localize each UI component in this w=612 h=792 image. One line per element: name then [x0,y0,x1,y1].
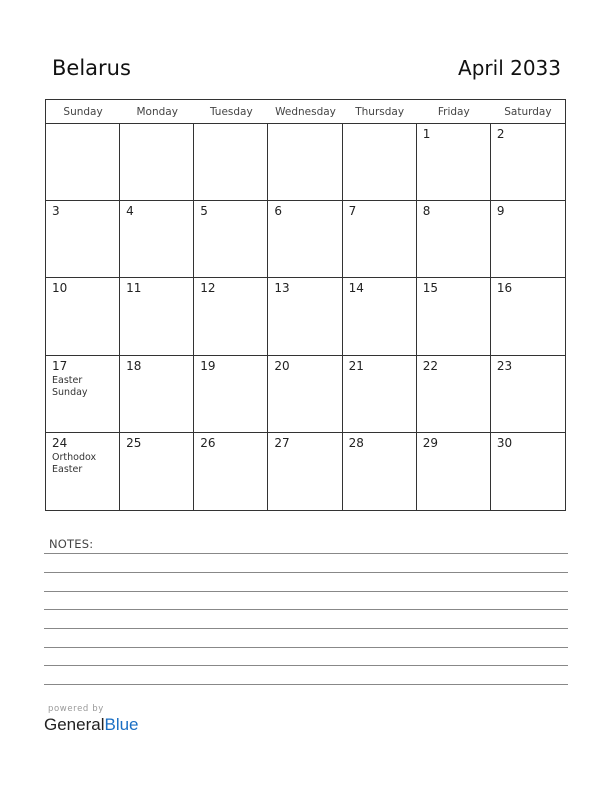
day-cell [120,201,194,278]
day-cell [46,124,120,201]
note-line [44,591,568,592]
weekday-header: Friday [417,100,491,124]
day-cell [491,278,565,355]
day-number: 2 [496,127,505,141]
logo-general-text: General [44,715,105,734]
day-cell [343,433,417,510]
day-cell [120,356,194,433]
note-line [44,684,568,685]
day-cell [491,433,565,510]
day-cell [194,124,268,201]
day-number: 1 [422,127,431,141]
day-number: 16 [496,281,513,296]
day-number: 13 [274,281,290,296]
note-line [44,609,568,610]
day-number: 20 [274,358,290,373]
day-number: 6 [274,204,283,219]
day-cell [194,356,268,433]
day-cell [120,124,194,201]
day-number: 25 [126,435,142,450]
day-cell [268,356,342,433]
day-number: 27 [274,435,290,450]
day-cell [417,201,491,278]
day-cell [120,433,194,510]
day-cell [120,278,194,355]
day-number: 15 [422,281,438,296]
day-number: 9 [496,204,505,219]
day-cell [268,124,342,201]
day-number: 11 [126,281,142,296]
note-line [44,628,568,629]
day-cell [46,433,120,510]
notes-label: NOTES: [49,537,94,551]
day-number: 23 [496,358,513,373]
note-line [44,647,568,648]
day-cell [268,433,342,510]
day-number: 24 [52,435,68,450]
day-number: 22 [422,358,438,373]
day-cell [491,356,565,433]
calendar-grid [45,99,566,511]
day-number: 10 [52,281,68,296]
weekday-header: Saturday [491,100,565,124]
day-cell [417,278,491,355]
powered-by-text: powered by [48,704,104,714]
day-number: 14 [348,281,364,296]
day-number: 18 [126,358,142,373]
day-cell [194,278,268,355]
day-number: 21 [348,358,364,373]
month-year-title: April 2033 [458,56,561,80]
day-number: 19 [200,358,216,373]
day-cell [491,201,565,278]
day-cell [268,201,342,278]
day-cell [343,201,417,278]
day-number: 5 [200,204,208,219]
day-cell [417,124,491,201]
weekday-header: Monday [120,100,194,124]
day-cell [417,433,491,510]
day-number: 4 [126,204,134,219]
day-cell [46,356,120,433]
day-cell [343,356,417,433]
day-cell [194,201,268,278]
holiday-label: Orthodox Easter [52,451,97,475]
note-line [44,665,568,666]
weekday-header: Thursday [343,100,417,124]
day-number: 12 [200,281,216,296]
day-number: 7 [348,204,357,219]
day-cell [343,124,417,201]
weekday-header: Wednesday [268,100,342,124]
weekday-header: Sunday [46,100,120,124]
generalblue-brand [44,704,139,735]
day-cell [491,124,565,201]
note-line [44,553,568,554]
country-title: Belarus [52,56,131,80]
holiday-label: Easter Sunday [52,374,88,398]
day-number: 8 [422,204,431,219]
day-cell [268,278,342,355]
day-cell [343,278,417,355]
note-line [44,572,568,573]
day-number: 17 [52,358,68,373]
day-number: 3 [52,204,60,219]
weekday-header: Tuesday [194,100,268,124]
day-cell [46,278,120,355]
day-number: 29 [422,435,438,450]
day-number: 30 [496,435,513,450]
day-cell [46,201,120,278]
logo-blue-text: Blue [104,715,139,734]
day-cell [417,356,491,433]
day-number: 28 [348,435,364,450]
generalblue-logo [44,715,139,735]
day-number: 26 [200,435,216,450]
day-cell [194,433,268,510]
